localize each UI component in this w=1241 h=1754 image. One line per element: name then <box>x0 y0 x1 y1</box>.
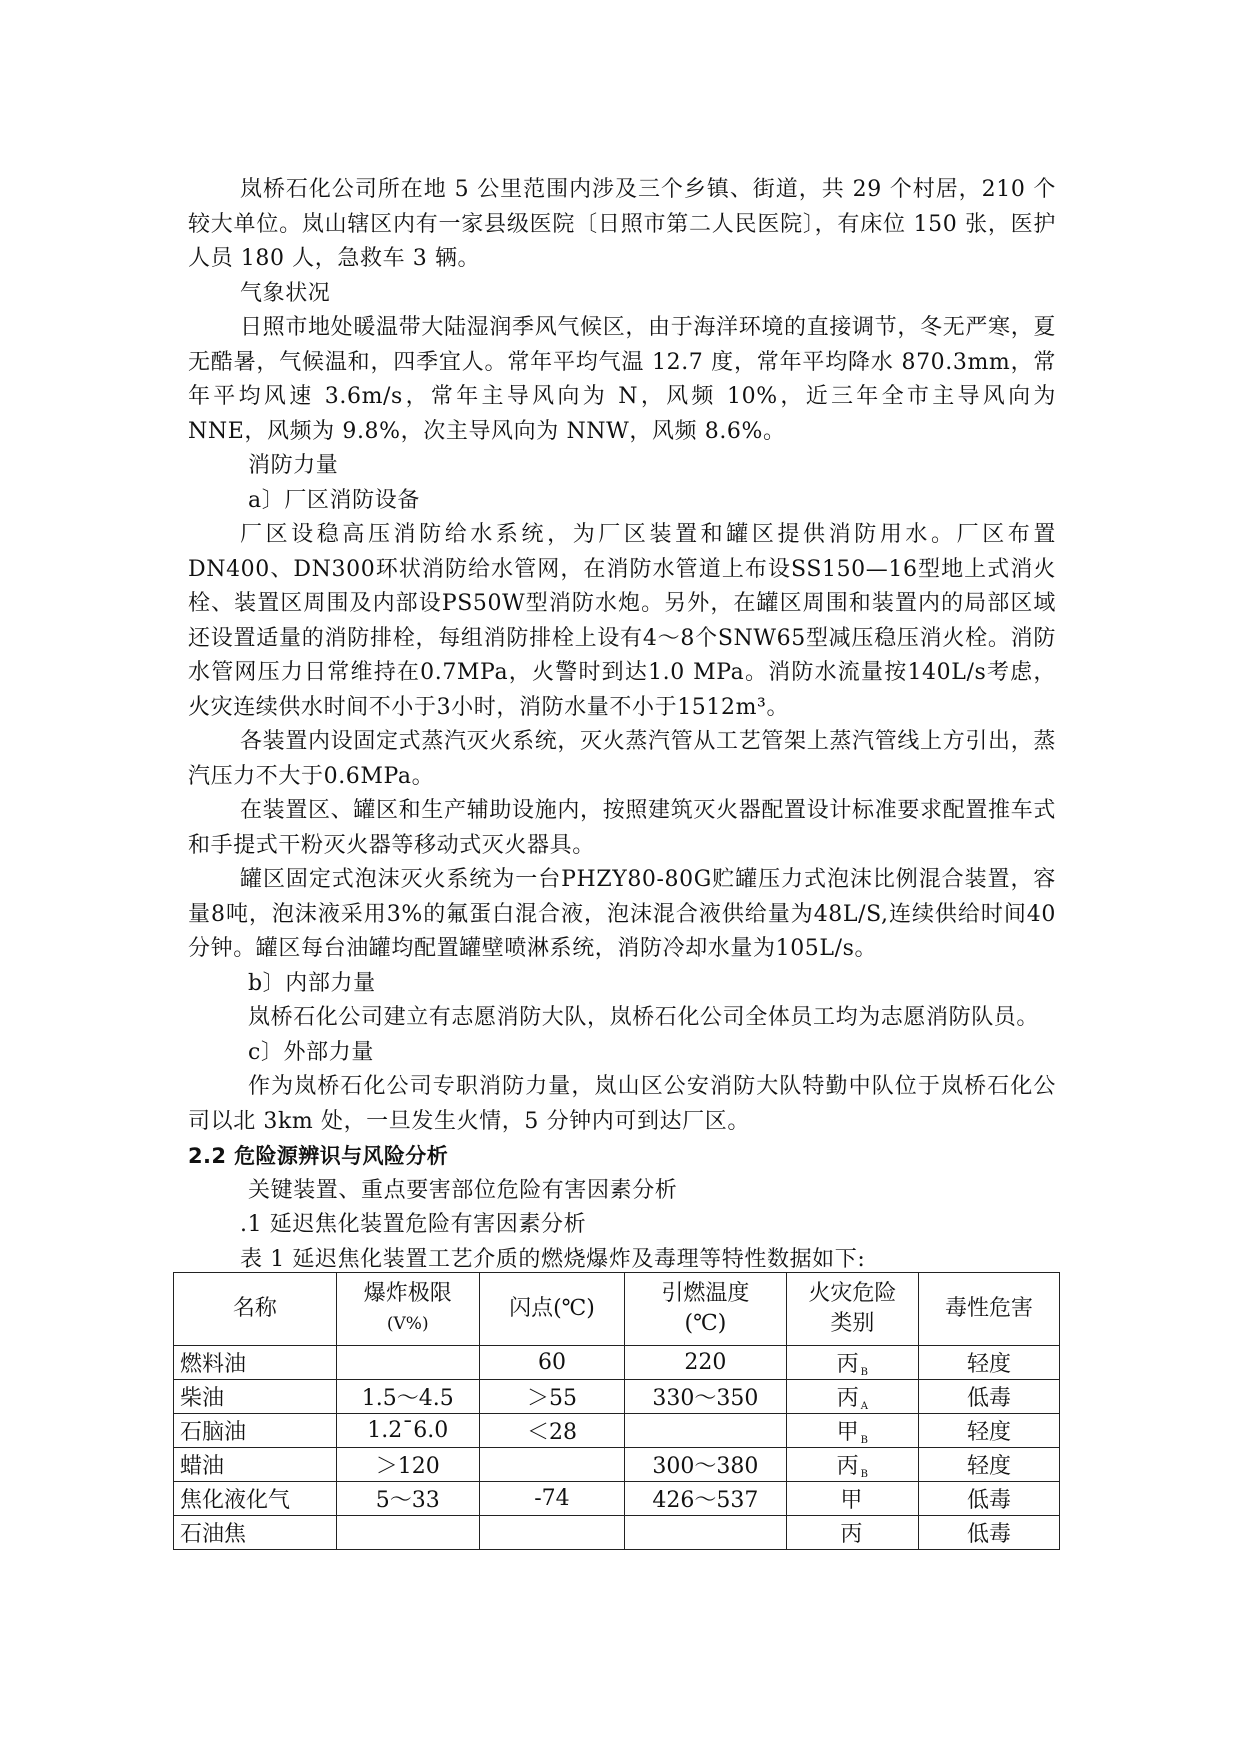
subsection-title-2: .1 延迟焦化装置危险有害因素分析 <box>240 1212 587 1237</box>
cell-explosion-limit <box>336 1516 479 1550</box>
weather-title: 气象状况 <box>240 280 331 306</box>
cell-ignition-temp: 426～537 <box>625 1482 787 1516</box>
cell-explosion-limit: 1.2¯6.0 <box>336 1414 479 1448</box>
table-row <box>174 1346 1060 1380</box>
cell-name: 石油焦 <box>174 1516 337 1550</box>
header-fire-class: 火灾危险 类别 <box>786 1273 918 1346</box>
cell-fire-class: 丙 <box>786 1516 918 1550</box>
header-toxicity: 毒性危害 <box>918 1273 1059 1346</box>
header-ignition-temp: 引燃温度 (℃) <box>625 1273 787 1346</box>
cell-toxicity: 低毒 <box>918 1516 1059 1550</box>
section-heading: 2.2 危险源辨识与风险分析 <box>188 1144 449 1168</box>
cell-name: 蜡油 <box>174 1448 337 1482</box>
cell-fire-class: 丙 $_B$ <box>786 1346 918 1380</box>
cell-flash-point <box>479 1448 624 1482</box>
document-body <box>188 173 1056 1277</box>
cell-ignition-temp: 300～380 <box>625 1448 787 1482</box>
fire-b-title: b〕内部力量 <box>248 970 376 996</box>
paragraph-fire-a-1: 厂区设稳高压消防给水系统，为厂区装置和罐区提供消防用水。厂区布置DN400、DN300环状消防给水管网，在消防水管道上布设SS150—16型地上式消火栓、装置区周围及内部设PS50W型消防水炮。另外，在罐区周围和装置内的局部区域还设置适量的消防排栓，每组消防排栓上设有4～8个SNW65型减压稳压消火栓。消防水管网压力日常维持在0.7MPa，火警时到达1.0 MPa。消防水流量按140L/s考虑，火灾连续供水时间不小于3小时，消防水量不小于1512m³。 <box>188 522 1056 720</box>
cell-explosion-limit: ＞120 <box>336 1448 479 1482</box>
cell-name: 柴油 <box>174 1380 337 1414</box>
table-row <box>174 1414 1060 1448</box>
header-name: 名称 <box>174 1273 337 1346</box>
cell-toxicity: 轻度 <box>918 1448 1059 1482</box>
paragraph-fire-a-3: 在装置区、罐区和生产辅助设施内，按照建筑灭火器配置设计标准要求配置推车式和手提式干粉灭火器等移动式灭火器具。 <box>188 798 1056 858</box>
table-header-row <box>174 1273 1060 1346</box>
paragraph-fire-c: 作为岚桥石化公司专职消防力量，岚山区公安消防大队特勤中队位于岚桥石化公司以北 3km 处，一旦发生火情，5 分钟内可到达厂区。 <box>188 1074 1056 1134</box>
cell-toxicity: 低毒 <box>918 1482 1059 1516</box>
cell-ignition-temp <box>625 1516 787 1550</box>
cell-toxicity: 轻度 <box>918 1346 1059 1380</box>
fire-c-title: c〕外部力量 <box>248 1039 374 1065</box>
cell-flash-point: -74 <box>479 1482 624 1516</box>
cell-flash-point: ＞55 <box>479 1380 624 1414</box>
cell-fire-class: 甲 $_B$ <box>786 1414 918 1448</box>
hazard-data-table <box>173 1272 1060 1550</box>
table-caption: 表 1 延迟焦化装置工艺介质的燃烧爆炸及毒理等特性数据如下: <box>240 1246 866 1272</box>
paragraph-fire-a-4: 罐区固定式泡沫灭火系统为一台PHZY80-80G贮罐压力式泡沫比例混合装置，容量8吨，泡沫液采用3%的氟蛋白混合液，泡沫混合液供给量为48L/S,连续供给时间40分钟。罐区每台油罐均配置罐壁喷淋系统，消防冷却水量为105L/s。 <box>188 867 1056 961</box>
cell-fire-class: 甲 <box>786 1482 918 1516</box>
cell-name: 石脑油 <box>174 1414 337 1448</box>
cell-flash-point <box>479 1516 624 1550</box>
cell-name: 焦化液化气 <box>174 1482 337 1516</box>
fire-a-title: a〕厂区消防设备 <box>248 487 420 513</box>
cell-fire-class: 丙 $_B$ <box>786 1448 918 1482</box>
header-flash-point: 闪点(℃) <box>479 1273 624 1346</box>
paragraph-weather: 日照市地处暖温带大陆湿润季风气候区，由于海洋环境的直接调节，冬无严寒，夏无酷暑，气候温和，四季宜人。常年平均气温 12.7 度，常年平均降水 870.3mm，常年平均风速 3.6m/s，常年主导风向为 N，风频 10%，近三年全市主导风向为 NNE，风频为 9.8%，次主导风向为 NNW，风频 8.6%。 <box>188 315 1056 444</box>
cell-ignition-temp: 220 <box>625 1346 787 1380</box>
table-row <box>174 1448 1060 1482</box>
paragraph-fire-a-2: 各装置内设固定式蒸汽灭火系统，灭火蒸汽管从工艺管架上蒸汽管线上方引出，蒸汽压力不大于0.6MPa。 <box>188 729 1056 789</box>
table-row <box>174 1482 1060 1516</box>
paragraph-fire-b: 岚桥石化公司建立有志愿消防大队，岚桥石化公司全体员工均为志愿消防队员。 <box>248 1005 1040 1030</box>
cell-ignition-temp <box>625 1414 787 1448</box>
cell-explosion-limit: 1.5～4.5 <box>336 1380 479 1414</box>
cell-toxicity: 低毒 <box>918 1380 1059 1414</box>
cell-toxicity: 轻度 <box>918 1414 1059 1448</box>
header-explosion-limit: 爆炸极限 (V%) <box>336 1273 479 1346</box>
subsection-title-1: 关键装置、重点要害部位危险有害因素分析 <box>248 1177 678 1203</box>
cell-flash-point: 60 <box>479 1346 624 1380</box>
table-row <box>174 1516 1060 1550</box>
cell-flash-point: ＜28 <box>479 1414 624 1448</box>
fire-title: 消防力量 <box>248 453 339 478</box>
cell-name: 燃料油 <box>174 1346 337 1380</box>
cell-explosion-limit: 5～33 <box>336 1482 479 1516</box>
paragraph-surroundings: 岚桥石化公司所在地 5 公里范围内涉及三个乡镇、街道，共 29 个村居，210 个较大单位。岚山辖区内有一家县级医院〔日照市第二人民医院〕，有床位 150 张，医护人员 180 人，急救车 3 辆。 <box>188 177 1056 271</box>
table-row <box>174 1380 1060 1414</box>
cell-ignition-temp: 330～350 <box>625 1380 787 1414</box>
cell-fire-class: 丙 $_A$ <box>786 1380 918 1414</box>
cell-explosion-limit <box>336 1346 479 1380</box>
